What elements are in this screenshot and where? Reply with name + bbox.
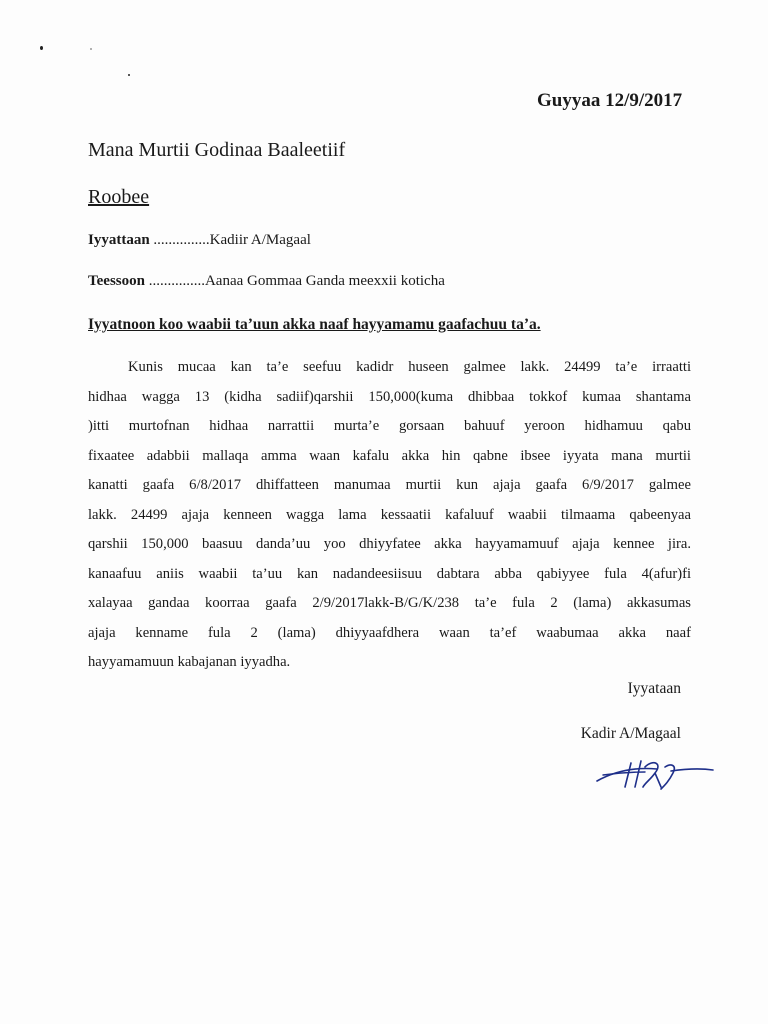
applicant-name: Kadiir A/Magaal <box>209 232 311 248</box>
respondent-label: Teessoon <box>88 273 145 289</box>
body-line: Kunis mucaa kan ta’e seefuu kadidr huseen galmee lakk. 24499 ta’e irraatti <box>128 359 691 375</box>
body-line: lakk. 24499 ajaja kenneen wagga lama kessaatii kafaluuf waabii tilmaama qabeenyaa <box>88 506 691 523</box>
body-line: kanatti gaafa 6/8/2017 dhiffatteen manumaa murtii kun ajaja gaafa 6/9/2017 galmee <box>88 477 691 493</box>
closing-line: Iyyataan <box>627 680 681 697</box>
scan-speck <box>128 74 130 76</box>
subject-line: Iyyatnoon koo waabii ta’uun akka naaf hayyamamu gaafachuu ta’a. <box>88 316 541 333</box>
respondent-dots: ............... <box>148 273 205 289</box>
signer-name: Kadir A/Magaal <box>580 725 681 742</box>
applicant-dots: ............... <box>153 232 210 248</box>
body-line: kanaafuu aniis waabii ta’uu kan nadandeesiisuu dabtara abba qabiyyee fula 4(afur)fi <box>88 565 691 582</box>
scan-speck <box>40 46 43 50</box>
letter-date: Guyyaa 12/9/2017 <box>537 90 683 111</box>
body-line: hayyamamuun kabajanan iyyadha. <box>88 654 291 670</box>
recipient-line: Mana Murtii Godinaa Baaleetiif <box>88 139 346 161</box>
applicant-label: Iyyattaan <box>88 232 150 248</box>
body-line: qarshii 150,000 baasuu danda’uu yoo dhiyyfatee akka hayyamamuuf ajaja kennee jira. <box>88 536 691 552</box>
scan-speck <box>90 48 92 50</box>
respondent-address: Aanaa Gommaa Ganda meexxii koticha <box>204 273 445 289</box>
applicant-field <box>88 232 311 249</box>
handwritten-signature <box>595 757 715 795</box>
body-line: ajaja kenname fula 2 (lama) dhiyyaafdhera waan ta’ef waabumaa akka naaf <box>88 624 691 641</box>
body-line: fixaatee adabbii mallaqa amma waan kafalu akka hin qabne ibsee iyyata mana murtii <box>88 447 691 464</box>
respondent-field <box>88 273 445 290</box>
greeting: Roobee <box>88 186 150 208</box>
body-line: )itti murtofnan hidhaa narrattii murta’e gorsaan bahuuf yeroon hidhamuu qabu <box>88 418 691 434</box>
letter-body <box>88 353 691 678</box>
body-line: xalayaa gandaa koorraa gaafa 2/9/2017lakk-B/G/K/238 ta’e fula 2 (lama) akkasumas <box>88 595 691 611</box>
body-line: hidhaa wagga 13 (kidha sadiif)qarshii 150,000(kuma dhibbaa tokkof kumaa shantama <box>88 388 691 405</box>
